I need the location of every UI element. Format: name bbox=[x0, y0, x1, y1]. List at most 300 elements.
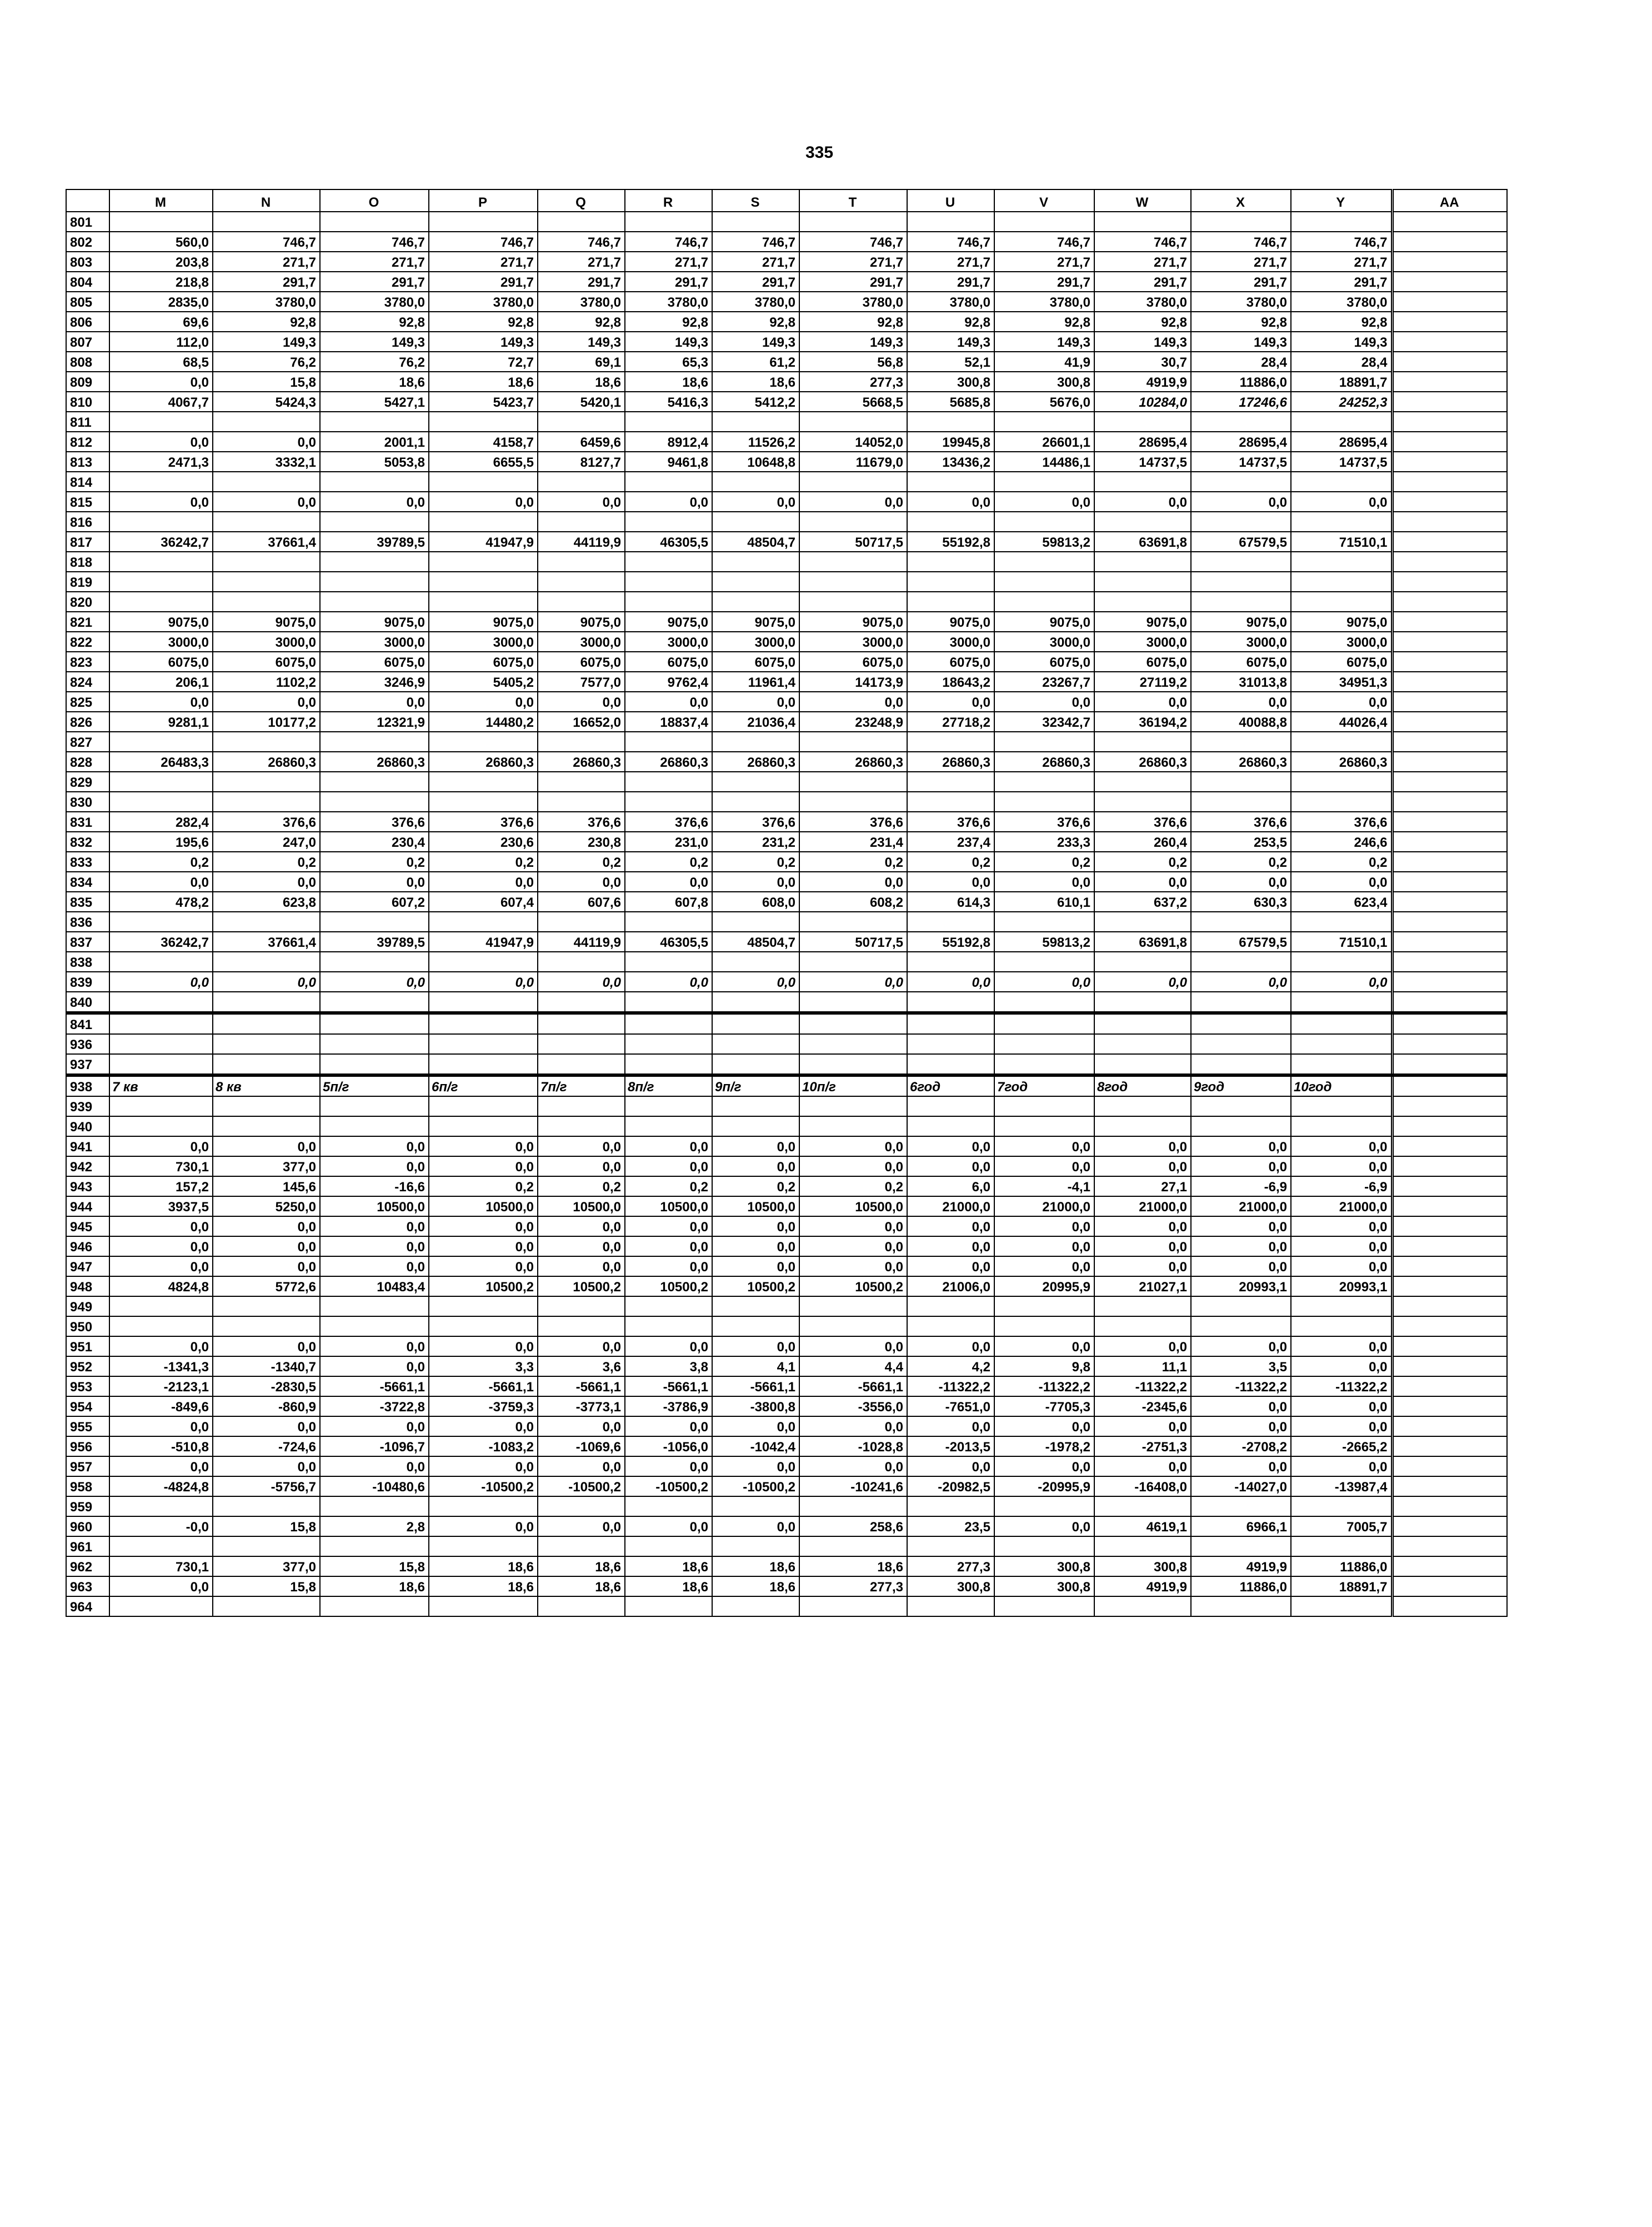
data-cell: 9075,0 bbox=[213, 612, 320, 632]
data-cell: 10177,2 bbox=[213, 712, 320, 732]
data-cell: 18891,7 bbox=[1291, 372, 1392, 392]
data-cell bbox=[429, 1296, 538, 1316]
data-cell: 5427,1 bbox=[320, 392, 429, 412]
data-cell: -20995,9 bbox=[994, 1476, 1094, 1496]
data-cell-aa bbox=[1392, 1576, 1507, 1596]
data-cell bbox=[109, 1496, 213, 1516]
data-cell bbox=[109, 1316, 213, 1336]
data-cell: 5416,3 bbox=[625, 392, 712, 412]
data-cell bbox=[799, 1316, 907, 1336]
data-cell: -10500,2 bbox=[429, 1476, 538, 1496]
data-cell: 4919,9 bbox=[1191, 1556, 1291, 1576]
data-cell: 0,0 bbox=[320, 1416, 429, 1436]
row-number: 837 bbox=[66, 932, 109, 952]
data-cell: 9075,0 bbox=[799, 612, 907, 632]
data-cell-aa bbox=[1392, 1376, 1507, 1396]
data-cell: 68,5 bbox=[109, 352, 213, 372]
data-cell bbox=[712, 1096, 799, 1116]
data-cell: 149,3 bbox=[1094, 332, 1191, 352]
data-cell: 0,0 bbox=[213, 1416, 320, 1436]
data-cell: 0,0 bbox=[712, 692, 799, 712]
data-cell: 376,6 bbox=[625, 812, 712, 832]
data-cell bbox=[1191, 1116, 1291, 1136]
data-cell: 0,0 bbox=[1291, 872, 1392, 892]
table-row bbox=[66, 272, 1507, 292]
data-cell bbox=[907, 912, 994, 932]
data-cell: 0,0 bbox=[429, 492, 538, 512]
data-cell: 92,8 bbox=[1094, 312, 1191, 332]
data-cell bbox=[994, 572, 1094, 592]
data-cell: 0,0 bbox=[625, 1416, 712, 1436]
data-cell: 0,0 bbox=[538, 1136, 625, 1156]
data-cell bbox=[1291, 572, 1392, 592]
table-row bbox=[66, 792, 1507, 812]
table-row bbox=[66, 612, 1507, 632]
data-cell bbox=[907, 1034, 994, 1054]
row-number: 961 bbox=[66, 1536, 109, 1556]
data-cell: 0,2 bbox=[538, 1176, 625, 1196]
data-cell bbox=[907, 572, 994, 592]
data-cell bbox=[907, 1054, 994, 1075]
data-cell: 7005,7 bbox=[1291, 1516, 1392, 1536]
data-cell: 746,7 bbox=[994, 232, 1094, 252]
data-cell: 300,8 bbox=[907, 372, 994, 392]
data-cell: 300,8 bbox=[1094, 1556, 1191, 1576]
data-cell: 0,0 bbox=[625, 1156, 712, 1176]
data-cell: 746,7 bbox=[712, 232, 799, 252]
column-header: X bbox=[1191, 189, 1291, 212]
data-cell bbox=[994, 1536, 1094, 1556]
data-cell: 46305,5 bbox=[625, 932, 712, 952]
data-cell bbox=[538, 1596, 625, 1616]
data-cell: 149,3 bbox=[799, 332, 907, 352]
data-cell: 18,6 bbox=[625, 372, 712, 392]
data-cell: -16408,0 bbox=[1094, 1476, 1191, 1496]
data-cell-aa bbox=[1392, 512, 1507, 532]
data-cell bbox=[799, 592, 907, 612]
data-cell bbox=[109, 992, 213, 1013]
row-number: 827 bbox=[66, 732, 109, 752]
table-row bbox=[66, 1536, 1507, 1556]
row-number: 945 bbox=[66, 1216, 109, 1236]
data-cell: 10500,2 bbox=[538, 1276, 625, 1296]
data-cell bbox=[907, 592, 994, 612]
data-cell-aa bbox=[1392, 1034, 1507, 1054]
data-cell bbox=[1291, 472, 1392, 492]
data-cell: 0,0 bbox=[625, 1456, 712, 1476]
data-cell: 10500,0 bbox=[320, 1196, 429, 1216]
data-cell: 3000,0 bbox=[1191, 632, 1291, 652]
data-cell: 0,0 bbox=[1094, 872, 1191, 892]
row-number: 802 bbox=[66, 232, 109, 252]
data-cell: 0,0 bbox=[1191, 1336, 1291, 1356]
data-cell: 0,0 bbox=[712, 1336, 799, 1356]
data-cell: 0,0 bbox=[1291, 1396, 1392, 1416]
data-cell: 5п/г bbox=[320, 1075, 429, 1096]
data-cell: 5424,3 bbox=[213, 392, 320, 412]
data-cell bbox=[625, 912, 712, 932]
data-cell bbox=[625, 1034, 712, 1054]
data-cell bbox=[1291, 1013, 1392, 1034]
data-cell bbox=[712, 412, 799, 432]
row-number: 947 bbox=[66, 1256, 109, 1276]
corner-cell bbox=[66, 189, 109, 212]
data-cell bbox=[429, 1536, 538, 1556]
table-row bbox=[66, 452, 1507, 472]
data-cell bbox=[907, 472, 994, 492]
data-cell: 6075,0 bbox=[625, 652, 712, 672]
data-cell: 0,0 bbox=[429, 1256, 538, 1276]
data-cell bbox=[1291, 1096, 1392, 1116]
data-cell: 37661,4 bbox=[213, 532, 320, 552]
data-cell: 92,8 bbox=[907, 312, 994, 332]
data-cell: 9075,0 bbox=[625, 612, 712, 632]
data-cell-aa bbox=[1392, 812, 1507, 832]
data-cell: 0,2 bbox=[1094, 852, 1191, 872]
data-cell: 5420,1 bbox=[538, 392, 625, 412]
row-number: 838 bbox=[66, 952, 109, 972]
table-row bbox=[66, 1236, 1507, 1256]
data-cell bbox=[538, 912, 625, 932]
row-number: 811 bbox=[66, 412, 109, 432]
data-cell bbox=[1191, 912, 1291, 932]
data-cell: 247,0 bbox=[213, 832, 320, 852]
data-cell bbox=[907, 1096, 994, 1116]
data-cell: 3000,0 bbox=[1291, 632, 1392, 652]
column-header: Q bbox=[538, 189, 625, 212]
data-cell: 10648,8 bbox=[712, 452, 799, 472]
data-cell: 271,7 bbox=[538, 252, 625, 272]
data-cell bbox=[109, 1116, 213, 1136]
data-cell: 14480,2 bbox=[429, 712, 538, 732]
data-cell: 0,0 bbox=[799, 1256, 907, 1276]
data-cell-aa bbox=[1392, 1396, 1507, 1416]
data-cell bbox=[1094, 732, 1191, 752]
table-row bbox=[66, 1316, 1507, 1336]
data-cell: 11526,2 bbox=[712, 432, 799, 452]
data-cell bbox=[109, 772, 213, 792]
table-row bbox=[66, 1576, 1507, 1596]
data-cell: 0,0 bbox=[994, 1156, 1094, 1176]
data-cell: 0,0 bbox=[994, 1256, 1094, 1276]
data-cell bbox=[429, 552, 538, 572]
data-cell: 0,0 bbox=[429, 1156, 538, 1176]
column-header: M bbox=[109, 189, 213, 212]
data-cell bbox=[712, 1034, 799, 1054]
data-cell: 92,8 bbox=[799, 312, 907, 332]
data-cell: 27718,2 bbox=[907, 712, 994, 732]
row-number: 937 bbox=[66, 1054, 109, 1075]
data-cell: 92,8 bbox=[994, 312, 1094, 332]
data-cell: 0,0 bbox=[109, 372, 213, 392]
data-cell: 376,6 bbox=[320, 812, 429, 832]
data-cell bbox=[538, 472, 625, 492]
data-cell: 11886,0 bbox=[1191, 372, 1291, 392]
data-cell bbox=[320, 912, 429, 932]
data-cell: 0,0 bbox=[907, 1216, 994, 1236]
data-cell: 9,8 bbox=[994, 1356, 1094, 1376]
data-cell bbox=[320, 952, 429, 972]
data-cell: 4,4 bbox=[799, 1356, 907, 1376]
data-cell-aa bbox=[1392, 492, 1507, 512]
data-cell: 12321,9 bbox=[320, 712, 429, 732]
data-cell-aa bbox=[1392, 1456, 1507, 1476]
data-cell bbox=[625, 1096, 712, 1116]
data-cell: -3722,8 bbox=[320, 1396, 429, 1416]
data-cell-aa bbox=[1392, 272, 1507, 292]
row-number: 839 bbox=[66, 972, 109, 992]
data-cell bbox=[1291, 512, 1392, 532]
data-cell bbox=[712, 1054, 799, 1075]
row-number: 962 bbox=[66, 1556, 109, 1576]
data-cell bbox=[1191, 552, 1291, 572]
table-row bbox=[66, 1556, 1507, 1576]
data-cell bbox=[1191, 792, 1291, 812]
table-row bbox=[66, 592, 1507, 612]
data-cell-aa bbox=[1392, 712, 1507, 732]
data-cell: 6075,0 bbox=[1191, 652, 1291, 672]
data-cell: 0,0 bbox=[625, 1336, 712, 1356]
data-cell bbox=[109, 212, 213, 232]
data-cell bbox=[907, 552, 994, 572]
column-header: W bbox=[1094, 189, 1191, 212]
data-cell: -1083,2 bbox=[429, 1436, 538, 1456]
data-cell bbox=[1191, 1316, 1291, 1336]
data-cell: 1102,2 bbox=[213, 672, 320, 692]
data-cell bbox=[429, 1316, 538, 1336]
column-header: R bbox=[625, 189, 712, 212]
data-cell: 3000,0 bbox=[994, 632, 1094, 652]
data-cell: 23267,7 bbox=[994, 672, 1094, 692]
table-row bbox=[66, 332, 1507, 352]
data-cell: 92,8 bbox=[538, 312, 625, 332]
row-number: 836 bbox=[66, 912, 109, 932]
data-cell: 34951,3 bbox=[1291, 672, 1392, 692]
data-cell: 26860,3 bbox=[429, 752, 538, 772]
data-cell bbox=[213, 1096, 320, 1116]
data-cell: 6год bbox=[907, 1075, 994, 1096]
row-number: 834 bbox=[66, 872, 109, 892]
data-cell: 3000,0 bbox=[625, 632, 712, 652]
data-cell bbox=[907, 212, 994, 232]
data-cell: 0,0 bbox=[1291, 1416, 1392, 1436]
data-cell: 0,2 bbox=[712, 1176, 799, 1196]
data-cell: 0,0 bbox=[1094, 1236, 1191, 1256]
data-cell bbox=[994, 1496, 1094, 1516]
data-cell: 0,0 bbox=[213, 1456, 320, 1476]
data-cell: 0,0 bbox=[712, 1416, 799, 1436]
data-cell bbox=[799, 212, 907, 232]
data-cell bbox=[994, 1116, 1094, 1136]
data-cell: -5661,1 bbox=[712, 1376, 799, 1396]
data-cell: 0,0 bbox=[1094, 1256, 1191, 1276]
data-cell bbox=[625, 1596, 712, 1616]
table-row bbox=[66, 552, 1507, 572]
data-cell bbox=[109, 1296, 213, 1316]
data-cell: 9075,0 bbox=[320, 612, 429, 632]
data-cell-aa bbox=[1392, 752, 1507, 772]
data-cell: 3000,0 bbox=[799, 632, 907, 652]
data-cell bbox=[994, 412, 1094, 432]
data-cell bbox=[538, 772, 625, 792]
table-row bbox=[66, 1013, 1507, 1034]
data-cell-aa bbox=[1392, 672, 1507, 692]
data-cell: -7705,3 bbox=[994, 1396, 1094, 1416]
data-cell: 26601,1 bbox=[994, 432, 1094, 452]
row-number: 815 bbox=[66, 492, 109, 512]
data-cell: 206,1 bbox=[109, 672, 213, 692]
data-cell: 6075,0 bbox=[799, 652, 907, 672]
data-cell: 5405,2 bbox=[429, 672, 538, 692]
data-cell: 15,8 bbox=[213, 1516, 320, 1536]
table-row bbox=[66, 1396, 1507, 1416]
data-cell bbox=[1094, 572, 1191, 592]
data-cell bbox=[429, 772, 538, 792]
data-cell: 291,7 bbox=[1191, 272, 1291, 292]
data-cell: 41,9 bbox=[994, 352, 1094, 372]
data-cell: 6075,0 bbox=[712, 652, 799, 672]
data-cell-aa bbox=[1392, 1536, 1507, 1556]
data-cell: 0,0 bbox=[429, 1516, 538, 1536]
table-row bbox=[66, 1075, 1507, 1096]
data-cell: 4919,9 bbox=[1094, 1576, 1191, 1596]
data-cell bbox=[109, 912, 213, 932]
data-cell bbox=[799, 552, 907, 572]
data-cell bbox=[538, 732, 625, 752]
data-cell: -3773,1 bbox=[538, 1396, 625, 1416]
data-cell: 6075,0 bbox=[429, 652, 538, 672]
row-number: 824 bbox=[66, 672, 109, 692]
data-cell bbox=[320, 1596, 429, 1616]
data-cell-aa bbox=[1392, 1176, 1507, 1196]
data-cell: 0,0 bbox=[213, 1216, 320, 1236]
data-cell: 376,6 bbox=[1291, 812, 1392, 832]
data-cell: 9075,0 bbox=[109, 612, 213, 632]
data-cell bbox=[994, 552, 1094, 572]
data-cell bbox=[538, 1054, 625, 1075]
data-cell: 8 кв bbox=[213, 1075, 320, 1096]
data-cell: 21000,0 bbox=[1291, 1196, 1392, 1216]
data-cell: -11322,2 bbox=[1094, 1376, 1191, 1396]
data-cell bbox=[907, 1316, 994, 1336]
data-cell: 376,6 bbox=[799, 812, 907, 832]
data-cell: 18,6 bbox=[799, 1556, 907, 1576]
data-cell bbox=[109, 552, 213, 572]
data-cell-aa bbox=[1392, 1156, 1507, 1176]
data-cell: 376,6 bbox=[712, 812, 799, 832]
data-cell: 92,8 bbox=[1291, 312, 1392, 332]
data-cell: 560,0 bbox=[109, 232, 213, 252]
data-cell: 0,0 bbox=[213, 432, 320, 452]
data-cell: 0,0 bbox=[320, 1136, 429, 1156]
data-cell: 0,0 bbox=[1191, 1256, 1291, 1276]
column-header: S bbox=[712, 189, 799, 212]
data-cell: 0,0 bbox=[109, 1256, 213, 1276]
data-cell bbox=[320, 1536, 429, 1556]
row-number: 805 bbox=[66, 292, 109, 312]
data-cell: 0,0 bbox=[1094, 1336, 1191, 1356]
data-cell bbox=[907, 1536, 994, 1556]
data-cell: 3780,0 bbox=[994, 292, 1094, 312]
data-cell: 0,0 bbox=[1191, 1416, 1291, 1436]
data-cell bbox=[429, 512, 538, 532]
data-cell: 3780,0 bbox=[1094, 292, 1191, 312]
data-cell bbox=[907, 772, 994, 792]
data-cell bbox=[907, 1116, 994, 1136]
row-number: 840 bbox=[66, 992, 109, 1013]
data-cell: 19945,8 bbox=[907, 432, 994, 452]
data-cell: 6966,1 bbox=[1191, 1516, 1291, 1536]
data-cell: 376,6 bbox=[1094, 812, 1191, 832]
data-cell: 0,0 bbox=[538, 1516, 625, 1536]
data-cell: 0,0 bbox=[625, 972, 712, 992]
data-cell: 271,7 bbox=[907, 252, 994, 272]
data-cell: 9075,0 bbox=[538, 612, 625, 632]
data-cell: 149,3 bbox=[1191, 332, 1291, 352]
data-cell-aa bbox=[1392, 1136, 1507, 1156]
data-cell: -3800,8 bbox=[712, 1396, 799, 1416]
data-cell: 10год bbox=[1291, 1075, 1392, 1096]
data-cell bbox=[799, 732, 907, 752]
data-cell: 3000,0 bbox=[109, 632, 213, 652]
row-number: 964 bbox=[66, 1596, 109, 1616]
data-cell: 15,8 bbox=[213, 1576, 320, 1596]
data-cell: 36194,2 bbox=[1094, 712, 1191, 732]
data-cell bbox=[320, 772, 429, 792]
data-cell: -14027,0 bbox=[1191, 1476, 1291, 1496]
table-row bbox=[66, 992, 1507, 1013]
data-cell: 0,0 bbox=[799, 872, 907, 892]
data-cell bbox=[994, 732, 1094, 752]
row-number: 942 bbox=[66, 1156, 109, 1176]
data-cell: 0,0 bbox=[625, 1516, 712, 1536]
table-row bbox=[66, 472, 1507, 492]
data-cell: 3780,0 bbox=[1291, 292, 1392, 312]
data-cell bbox=[429, 1116, 538, 1136]
column-header: AA bbox=[1392, 189, 1507, 212]
data-cell bbox=[213, 592, 320, 612]
data-cell: 0,0 bbox=[213, 872, 320, 892]
data-cell-aa bbox=[1392, 1556, 1507, 1576]
data-cell bbox=[1291, 592, 1392, 612]
data-cell: 0,0 bbox=[320, 1236, 429, 1256]
data-cell bbox=[320, 1013, 429, 1034]
data-cell-aa bbox=[1392, 832, 1507, 852]
data-cell bbox=[625, 952, 712, 972]
data-cell bbox=[429, 1013, 538, 1034]
data-cell: 92,8 bbox=[625, 312, 712, 332]
data-cell: -5756,7 bbox=[213, 1476, 320, 1496]
data-cell: 9075,0 bbox=[1191, 612, 1291, 632]
data-cell: -13987,4 bbox=[1291, 1476, 1392, 1496]
data-cell bbox=[1291, 732, 1392, 752]
data-cell: 28695,4 bbox=[1191, 432, 1291, 452]
data-cell: 291,7 bbox=[1094, 272, 1191, 292]
data-cell: -11322,2 bbox=[1291, 1376, 1392, 1396]
data-cell: 271,7 bbox=[429, 252, 538, 272]
data-cell: 9075,0 bbox=[907, 612, 994, 632]
data-cell bbox=[320, 592, 429, 612]
data-cell bbox=[712, 212, 799, 232]
data-cell-aa bbox=[1392, 1013, 1507, 1034]
data-cell bbox=[994, 1596, 1094, 1616]
data-cell: -5661,1 bbox=[799, 1376, 907, 1396]
data-cell bbox=[429, 792, 538, 812]
data-cell bbox=[1094, 412, 1191, 432]
data-cell: -2345,6 bbox=[1094, 1396, 1191, 1416]
column-header: O bbox=[320, 189, 429, 212]
data-cell bbox=[213, 992, 320, 1013]
